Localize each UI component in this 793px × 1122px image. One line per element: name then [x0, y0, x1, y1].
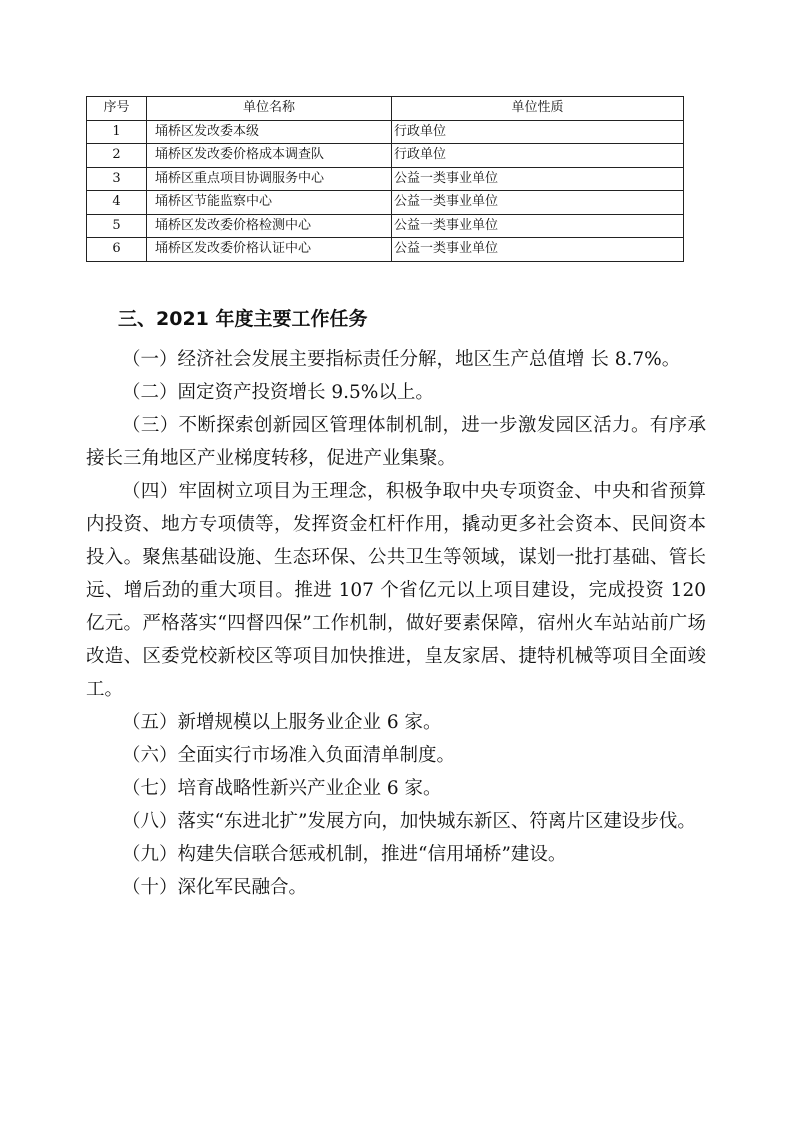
cell-name: 埇桥区发改委价格认证中心	[147, 238, 392, 262]
table-row	[87, 191, 684, 215]
task-item-2: （二）固定资产投资增长 9.5%以上。	[122, 382, 434, 403]
table-row	[87, 238, 684, 262]
cell-no: 1	[87, 120, 147, 144]
task-item-5: （五）新增规模以上服务业企业 6 家。	[122, 712, 442, 733]
cell-no: 3	[87, 167, 147, 191]
task-item-1: （一）经济社会发展主要指标责任分解，地区生产总值增 长 8.7%。	[122, 349, 681, 370]
task-item-6: （六）全面实行市场准入负面清单制度。	[122, 745, 456, 766]
cell-no: 5	[87, 214, 147, 238]
task-item-8: （八）落实“东进北扩”发展方向，加快城东新区、符离片区建设步伐。	[122, 811, 696, 832]
cell-type: 行政单位	[392, 144, 684, 168]
task-item-9: （九）构建失信联合惩戒机制，推进“信用埇桥”建设。	[122, 844, 567, 865]
cell-type: 行政单位	[392, 120, 684, 144]
task-item-10: （十）深化军民融合。	[122, 877, 308, 898]
section-heading: 三、2021 年度主要工作任务	[118, 308, 368, 330]
cell-name: 埇桥区重点项目协调服务中心	[147, 167, 392, 191]
cell-type: 公益一类事业单位	[392, 191, 684, 215]
cell-name: 埇桥区节能监察中心	[147, 191, 392, 215]
header-name: 单位名称	[147, 97, 392, 121]
table-row	[87, 144, 684, 168]
table-header-row	[87, 97, 684, 121]
table-row	[87, 167, 684, 191]
table-row	[87, 120, 684, 144]
task-item-4: （四）牢固树立项目为王理念，积极争取中央专项资金、中央和省预算内投资、地方专项债等，发挥资金杠杆作用，撬动更多社会资本、民间资本投入。聚焦基础设施、生态环保、公共卫生等领域，谋划一批打基础、管长远、增后劲的重大项目。推进 107 个省亿元以上项目建设，完成投资 120 亿元。严格落实“四督四保”工作机制，做好要素保障，宿州火车站站前广场改造、区委党校新校区等项目加快推进，皇友家居、捷特机械等项目全面竣工。	[86, 481, 706, 700]
cell-no: 4	[87, 191, 147, 215]
cell-type: 公益一类事业单位	[392, 238, 684, 262]
section-body	[86, 343, 706, 904]
cell-name: 埇桥区发改委价格成本调查队	[147, 144, 392, 168]
cell-name: 埇桥区发改委本级	[147, 120, 392, 144]
cell-no: 2	[87, 144, 147, 168]
cell-type: 公益一类事业单位	[392, 167, 684, 191]
header-type: 单位性质	[392, 97, 684, 121]
task-item-7: （七）培育战略性新兴产业企业 6 家。	[122, 778, 442, 799]
table-row	[87, 214, 684, 238]
header-no: 序号	[87, 97, 147, 121]
task-item-3: （三）不断探索创新园区管理体制机制，进一步激发园区活力。有序承接长三角地区产业梯度转移，促进产业集聚。	[86, 415, 706, 469]
cell-no: 6	[87, 238, 147, 262]
cell-name: 埇桥区发改委价格检测中心	[147, 214, 392, 238]
units-table	[86, 96, 684, 262]
cell-type: 公益一类事业单位	[392, 214, 684, 238]
